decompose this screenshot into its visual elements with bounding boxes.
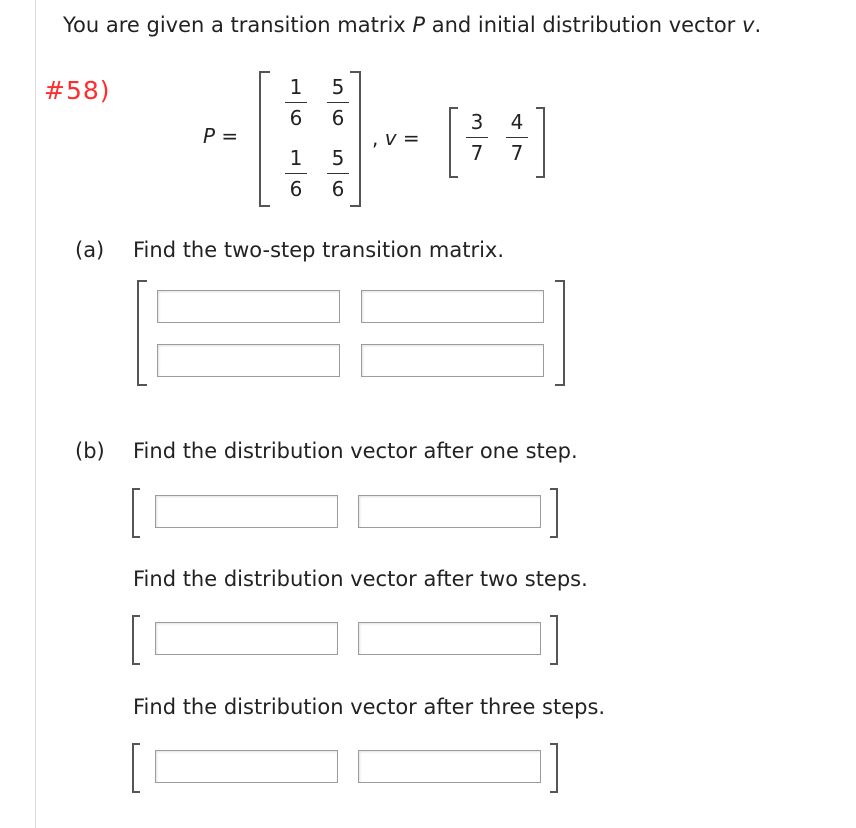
numerator: 1 bbox=[289, 75, 303, 99]
question-b-label: (b) bbox=[75, 439, 105, 463]
denominator: 6 bbox=[331, 177, 345, 201]
problem-statement bbox=[63, 13, 761, 37]
answer-a-row2-col1[interactable] bbox=[157, 344, 340, 377]
matrix-p-symbol: P bbox=[203, 124, 216, 148]
answer-d-entry-1[interactable] bbox=[155, 750, 338, 783]
answer-c-entry-1[interactable] bbox=[155, 622, 338, 655]
answer-a-row1-col2[interactable] bbox=[361, 290, 544, 323]
answer-matrix-left-bracket bbox=[137, 280, 147, 386]
denominator: 7 bbox=[470, 141, 484, 165]
answer-b-right-bracket bbox=[550, 488, 558, 538]
fraction-bar bbox=[506, 137, 528, 138]
fraction-bar bbox=[285, 173, 307, 174]
vector-v-right-bracket bbox=[536, 107, 545, 178]
vector-v-entry-1 bbox=[465, 110, 489, 165]
answer-c-right-bracket bbox=[550, 615, 558, 665]
matrix-p-equals: = bbox=[215, 124, 239, 148]
numerator: 5 bbox=[331, 146, 345, 170]
answer-d-entry-2[interactable] bbox=[358, 750, 541, 783]
denominator: 7 bbox=[510, 141, 524, 165]
numerator: 1 bbox=[289, 146, 303, 170]
vector-v-symbol: v bbox=[384, 126, 397, 150]
intro-text-middle: and initial distribution vector bbox=[425, 13, 742, 37]
matrix-p-label bbox=[203, 124, 238, 148]
question-b-text: Find the distribution vector after one step. bbox=[133, 439, 578, 463]
answer-a-row1-col1[interactable] bbox=[157, 290, 340, 323]
numerator: 4 bbox=[510, 110, 524, 134]
answer-b-left-bracket bbox=[132, 488, 140, 538]
matrix-p-entry-2-2 bbox=[326, 146, 350, 201]
vector-v-label bbox=[372, 126, 420, 150]
denominator: 6 bbox=[289, 106, 303, 130]
question-a-text: Find the two-step transition matrix. bbox=[133, 238, 505, 262]
matrix-p-right-bracket bbox=[350, 71, 361, 207]
matrix-p-entry-1-1 bbox=[284, 75, 308, 130]
question-a-label: (a) bbox=[75, 238, 105, 262]
denominator: 6 bbox=[289, 177, 303, 201]
answer-c-entry-2[interactable] bbox=[358, 622, 541, 655]
answer-matrix-right-bracket bbox=[555, 280, 565, 386]
question-c-text: Find the distribution vector after two steps. bbox=[133, 567, 588, 591]
matrix-p-entry-1-2 bbox=[326, 75, 350, 130]
denominator: 6 bbox=[331, 106, 345, 130]
answer-b-entry-2[interactable] bbox=[358, 495, 541, 528]
fraction-bar bbox=[327, 173, 349, 174]
answer-d-right-bracket bbox=[550, 743, 558, 793]
fraction-bar bbox=[285, 102, 307, 103]
question-d-text: Find the distribution vector after three steps. bbox=[133, 695, 606, 719]
left-divider bbox=[35, 0, 36, 828]
fraction-bar bbox=[327, 102, 349, 103]
fraction-bar bbox=[466, 137, 488, 138]
intro-text-suffix: . bbox=[754, 13, 762, 37]
answer-b-entry-1[interactable] bbox=[155, 495, 338, 528]
separator-comma: , bbox=[372, 126, 379, 150]
intro-p-symbol: P bbox=[412, 13, 426, 37]
answer-a-row2-col2[interactable] bbox=[361, 344, 544, 377]
matrix-p-left-bracket bbox=[259, 71, 270, 207]
intro-text-prefix: You are given a transition matrix bbox=[63, 13, 413, 37]
matrix-p-entry-2-1 bbox=[284, 146, 308, 201]
handwritten-problem-number: #58) bbox=[44, 76, 111, 105]
intro-v-symbol: v bbox=[742, 13, 755, 37]
numerator: 5 bbox=[331, 75, 345, 99]
vector-v-entry-2 bbox=[505, 110, 529, 165]
vector-v-equals: = bbox=[396, 126, 420, 150]
answer-d-left-bracket bbox=[132, 743, 140, 793]
numerator: 3 bbox=[470, 110, 484, 134]
answer-c-left-bracket bbox=[132, 615, 140, 665]
vector-v-left-bracket bbox=[449, 107, 458, 178]
